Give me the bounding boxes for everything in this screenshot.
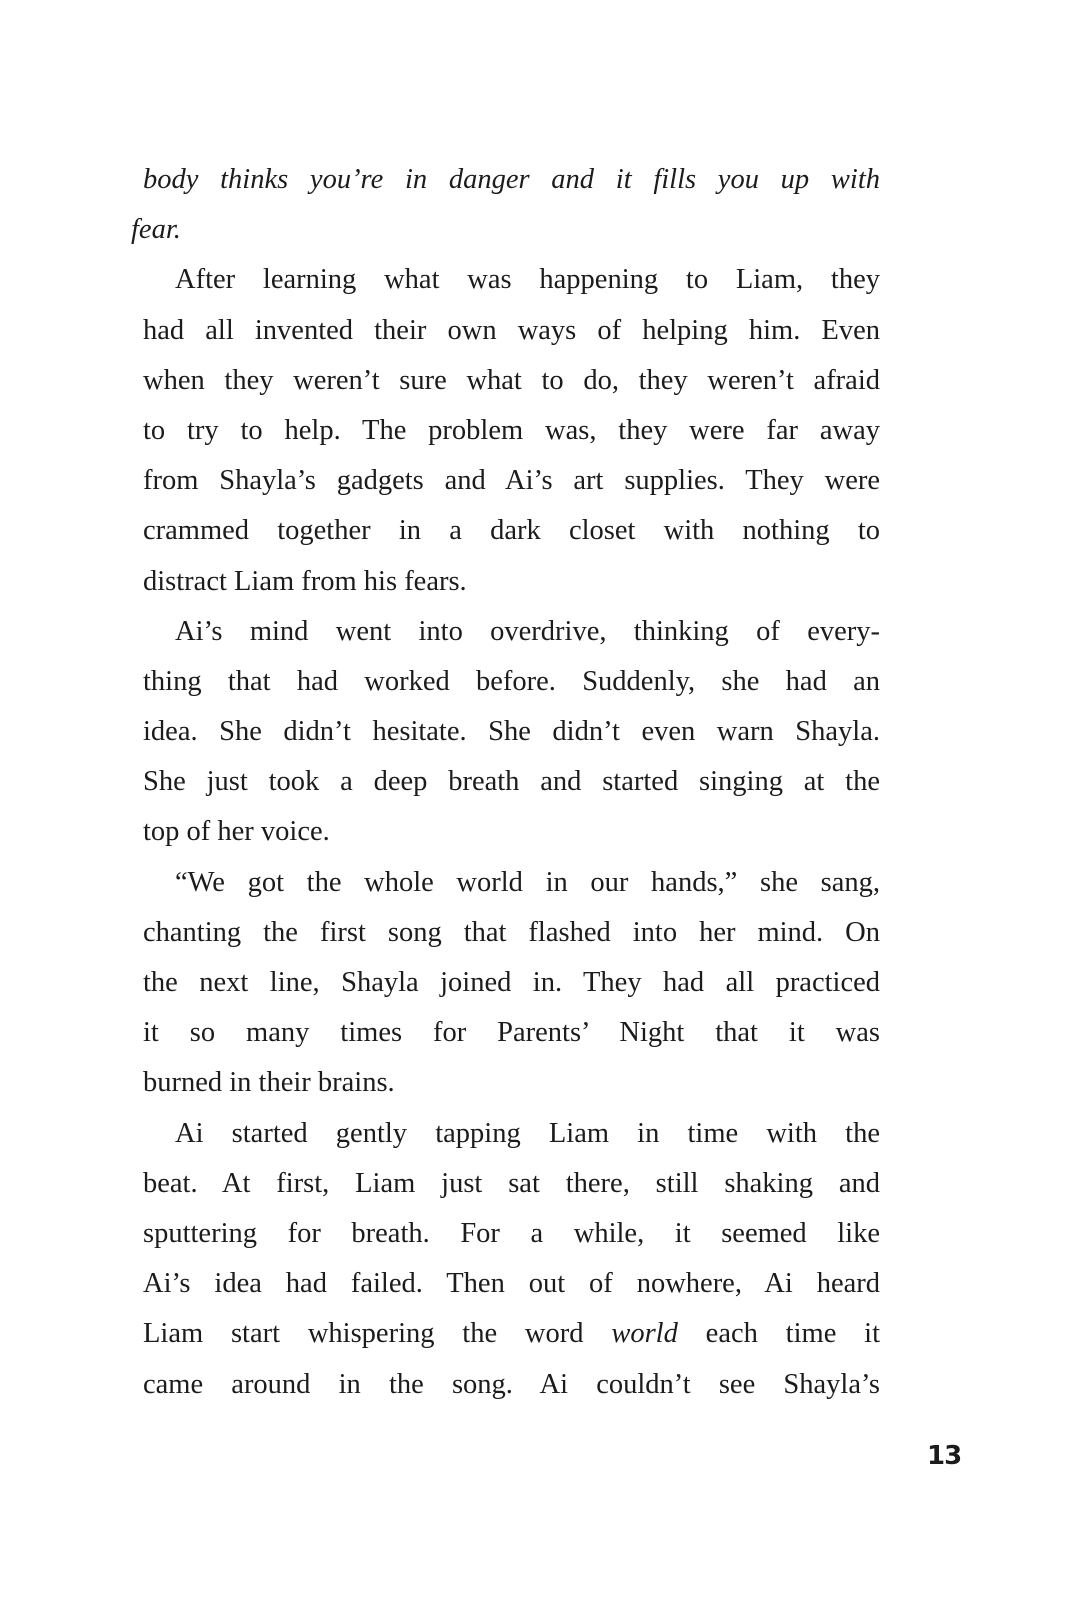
text-line: burned in their brains. [143,1067,395,1099]
text-line: had all invented their own ways of helping him. Even [143,314,880,346]
text-line: sputtering for breath. For a while, it seemed like [143,1217,880,1249]
text-line: Ai’s mind went into overdrive, thinking of every- [175,615,880,647]
text-line: Ai’s idea had failed. Then out of nowhere, Ai heard [143,1268,880,1300]
text-line: She just took a deep breath and started singing at the [143,766,880,798]
text-line: came around in the song. Ai couldn’t see Shayla’s [143,1368,880,1400]
page-body-text [131,155,880,1410]
text-line-with-italic-word [143,1309,880,1359]
text-line: crammed together in a dark closet with nothing to [143,515,880,547]
text-line: fear. [131,214,181,246]
text-line: when they weren’t sure what to do, they weren’t afraid [143,364,880,396]
text-line: “We got the whole world in our hands,” she sang, [175,866,880,898]
text-line: from Shayla’s gadgets and Ai’s art supplies. They were [143,465,880,497]
text-line: After learning what was happening to Liam, they [175,264,880,296]
italic-word: world [611,1318,678,1350]
text-line: chanting the first song that flashed into her mind. On [143,916,880,948]
text-line: beat. At first, Liam just sat there, still shaking and [143,1167,880,1199]
text-line: to try to help. The problem was, they were far away [143,414,880,446]
text-segment: Liam start whispering the word [143,1318,612,1350]
text-line: Ai started gently tapping Liam in time with the [175,1117,880,1149]
text-line: top of her voice. [143,816,330,848]
page-number: 13 [927,1441,962,1471]
text-line: idea. She didn’t hesitate. She didn’t even warn Shayla. [143,716,880,748]
text-segment: each time it [677,1318,880,1350]
text-line: distract Liam from his fears. [143,565,467,597]
text-line: the next line, Shayla joined in. They had all practiced [143,967,880,998]
text-line: thing that had worked before. Suddenly, she had an [143,665,880,697]
text-line: it so many times for Parents’ Night that it was [143,1017,880,1049]
text-line: body thinks you’re in danger and it fills you up with [143,164,880,195]
